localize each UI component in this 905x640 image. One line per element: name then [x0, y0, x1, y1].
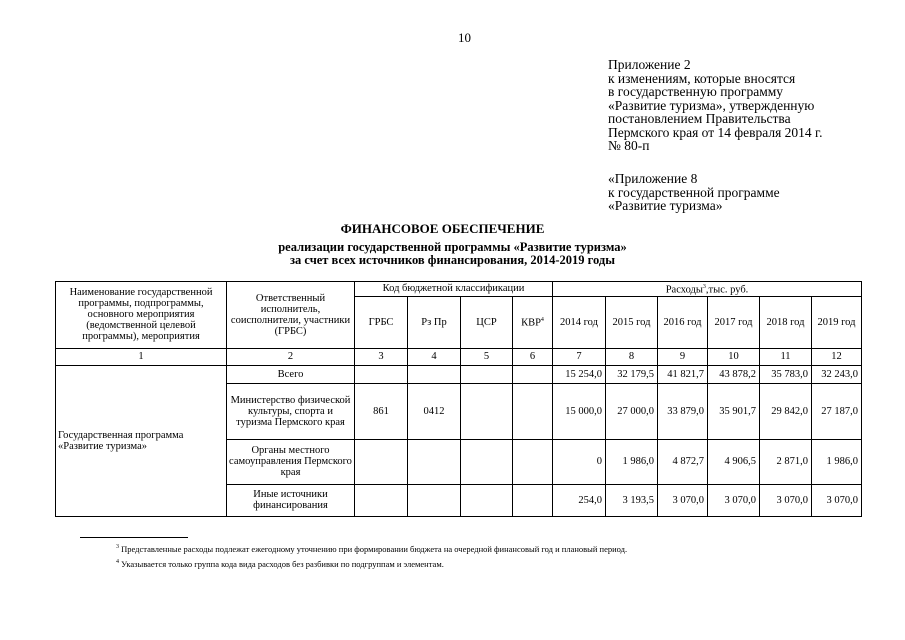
value-cell: 33 879,0 [658, 383, 708, 439]
rzpr-cell [408, 439, 461, 484]
column-number: 9 [658, 348, 708, 365]
grbs-cell [355, 439, 408, 484]
header-year: 2014 год [553, 296, 606, 348]
value-cell: 1 986,0 [606, 439, 658, 484]
header-name: Наименование государственной программы, подпрограммы, основного мероприятия (ведомственной целевой программы), мероприятия [56, 282, 227, 349]
program-name-cell: Государственная программа «Развитие туризма» [56, 365, 227, 516]
column-number: 5 [461, 348, 513, 365]
csr-cell [461, 484, 513, 516]
value-cell: 254,0 [553, 484, 606, 516]
value-cell: 27 187,0 [812, 383, 862, 439]
column-number-row [56, 348, 862, 365]
footnote-mark-3: 3 [702, 284, 706, 290]
column-number: 4 [408, 348, 461, 365]
header-grbs: ГРБС [355, 296, 408, 348]
appendix-2-line: Приложение 2 [608, 57, 691, 72]
value-cell: 3 070,0 [708, 484, 760, 516]
footnote-mark-4: 4 [540, 317, 544, 324]
kvr-cell [513, 439, 553, 484]
appendix-2-line: № 80-п [608, 138, 650, 153]
header-kvr [513, 296, 553, 348]
value-cell: 2 871,0 [760, 439, 812, 484]
header-year: 2018 год [760, 296, 812, 348]
column-number: 11 [760, 348, 812, 365]
column-number: 7 [553, 348, 606, 365]
table-row [56, 365, 862, 383]
appendix-2-line: в государственную программу [608, 84, 784, 99]
column-number: 2 [227, 348, 355, 365]
column-number: 3 [355, 348, 408, 365]
header-expenses [553, 282, 862, 297]
grbs-cell: 861 [355, 383, 408, 439]
header-expenses-label: Расходы [665, 284, 703, 296]
csr-cell [461, 439, 513, 484]
executor-cell: Министерство физической культуры, спорта и туризма Пермского края [227, 383, 355, 439]
value-cell: 32 179,5 [606, 365, 658, 383]
header-expenses-unit: ,тыс. руб. [705, 284, 749, 296]
header-year: 2015 год [606, 296, 658, 348]
appendix-2-line: Пермского края от 14 февраля 2014 г. [608, 124, 823, 140]
footnote-3 [116, 544, 627, 554]
footnote-separator [80, 537, 188, 538]
footnote-text: Указывается только группа кода вида расходов без разбивки по подгруппам и элементам. [121, 559, 444, 569]
value-cell: 1 986,0 [812, 439, 862, 484]
header-year: 2017 год [708, 296, 760, 348]
footnote-text: Представленные расходы подлежат ежегодному уточнению при формировании бюджета на очередной финансовый год и плановый период. [121, 544, 628, 554]
header-year: 2016 год [658, 296, 708, 348]
value-cell: 4 906,5 [708, 439, 760, 484]
value-cell: 27 000,0 [606, 383, 658, 439]
value-cell: 15 000,0 [553, 383, 606, 439]
footnote-mark: 4 [116, 559, 119, 566]
value-cell: 3 070,0 [658, 484, 708, 516]
header-executor: Ответственный исполнитель, соисполнители, участники (ГРБС) [227, 282, 355, 349]
footnote-4 [116, 559, 444, 569]
value-cell: 35 901,7 [708, 383, 760, 439]
header-kvr-label: КВР [521, 317, 541, 329]
value-cell: 15 254,0 [553, 365, 606, 383]
subtitle-line-2: за счет всех источников финансирования, 2014-2019 годы [290, 252, 615, 267]
value-cell: 4 872,7 [658, 439, 708, 484]
value-cell: 32 243,0 [812, 365, 862, 383]
financing-table [55, 281, 862, 517]
value-cell: 3 193,5 [606, 484, 658, 516]
appendix-2-line: «Развитие туризма», утвержденную [608, 97, 815, 113]
column-number: 1 [56, 348, 227, 365]
page-number: 10 [458, 30, 471, 45]
executor-cell: Органы местного самоуправления Пермского края [227, 439, 355, 484]
value-cell: 3 070,0 [760, 484, 812, 516]
appendix-8-block [608, 172, 780, 213]
value-cell: 3 070,0 [812, 484, 862, 516]
kvr-cell [513, 365, 553, 383]
rzpr-cell [408, 484, 461, 516]
executor-cell: Всего [227, 365, 355, 383]
header-budget-code: Код бюджетной классификации [355, 282, 553, 297]
value-cell: 43 878,2 [708, 365, 760, 383]
header-rzpr: Рз Пр [408, 296, 461, 348]
footnote-mark: 3 [116, 544, 119, 551]
header-year: 2019 год [812, 296, 862, 348]
column-number: 8 [606, 348, 658, 365]
header-csr: ЦСР [461, 296, 513, 348]
executor-cell: Иные источники финансирования [227, 484, 355, 516]
appendix-2-line: к изменениям, которые вносятся [608, 70, 796, 86]
value-cell: 29 842,0 [760, 383, 812, 439]
kvr-cell [513, 484, 553, 516]
appendix-2-line: постановлением Правительства [608, 111, 791, 126]
column-number: 10 [708, 348, 760, 365]
value-cell: 0 [553, 439, 606, 484]
grbs-cell [355, 365, 408, 383]
document-subtitle [0, 241, 905, 266]
column-number: 6 [513, 348, 553, 365]
appendix-8-line: «Развитие туризма» [608, 198, 723, 213]
grbs-cell [355, 484, 408, 516]
appendix-8-line: «Приложение 8 [608, 171, 698, 186]
value-cell: 41 821,7 [658, 365, 708, 383]
appendix-8-line: к государственной программе [608, 184, 780, 200]
csr-cell [461, 383, 513, 439]
value-cell: 35 783,0 [760, 365, 812, 383]
kvr-cell [513, 383, 553, 439]
rzpr-cell: 0412 [408, 383, 461, 439]
csr-cell [461, 365, 513, 383]
appendix-2-block [608, 58, 822, 153]
rzpr-cell [408, 365, 461, 383]
document-title: ФИНАНСОВОЕ ОБЕСПЕЧЕНИЕ [340, 221, 545, 236]
subtitle-line-1: реализации государственной программы «Развитие туризма» [278, 240, 627, 254]
column-number: 12 [812, 348, 862, 365]
